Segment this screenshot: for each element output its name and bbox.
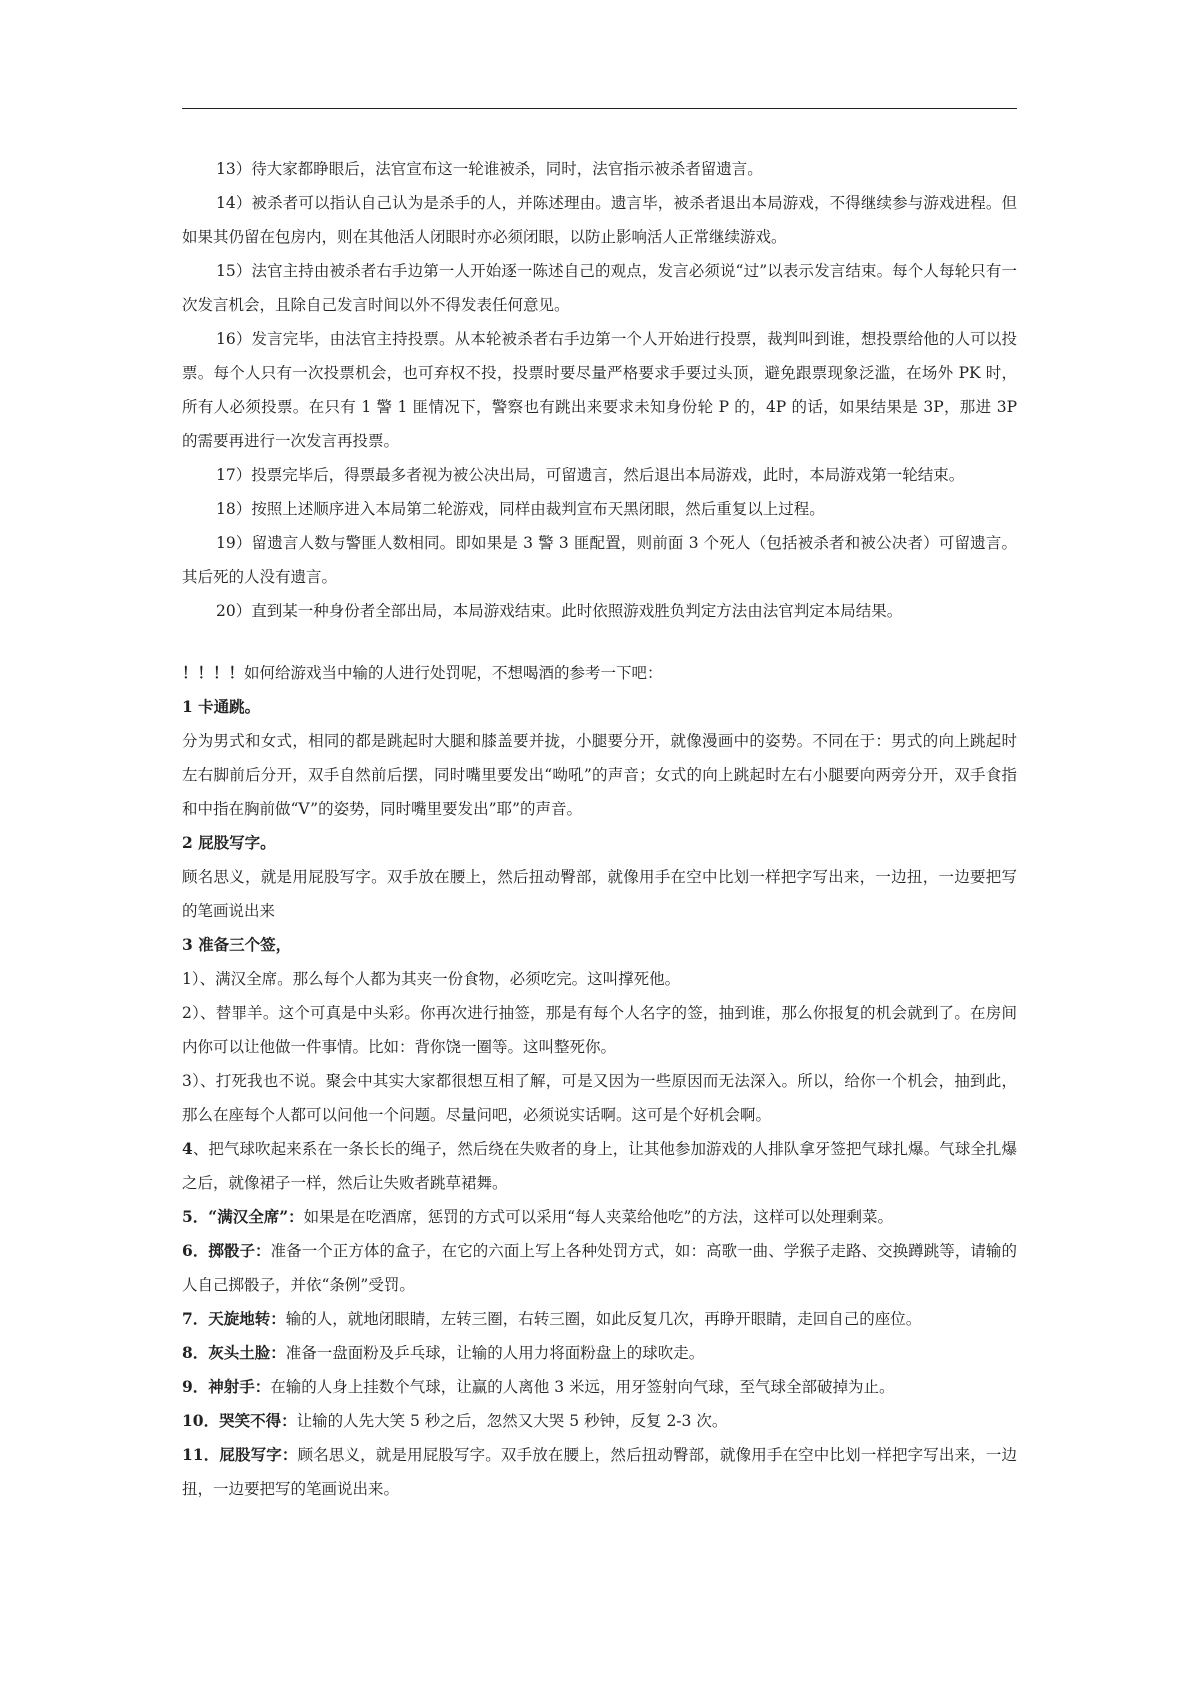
section-gap — [182, 628, 1017, 656]
penalty-5 — [182, 1200, 1017, 1234]
penalty-2-title: 2 屁股写字。 — [182, 833, 276, 852]
penalty-3-option-1: 1）、满汉全席。那么每个人都为其夹一份食物，必须吃完。这叫撑死他。 — [182, 970, 681, 988]
penalty-8-title: 8．灰头土脸： — [182, 1343, 286, 1362]
rule-14: 14）被杀者可以指认自己认为是杀手的人，并陈述理由。遗言毕，被杀者退出本局游戏，不得继续参与游戏进程。但如果其仍留在包房内，则在其他活人闭眼时亦必须闭眼，以防止影响活人正常继续游戏。 — [182, 194, 1017, 246]
header-rule — [182, 108, 1017, 109]
penalty-10 — [182, 1404, 1017, 1438]
penalty-5-body: 如果是在吃酒席，惩罚的方式可以采用“每人夹菜给他吃”的方法，这样可以处理剩菜。 — [303, 1208, 893, 1226]
penalty-9-body: 在输的人身上挂数个气球，让赢的人离他 3 米远，用牙签射向气球，至气球全部破掉为止。 — [270, 1378, 895, 1396]
rule-15: 15）法官主持由被杀者右手边第一人开始逐一陈述自己的观点，发言必须说“过”以表示发言结束。每个人每轮只有一次发言机会，且除自己发言时间以外不得发表任何意见。 — [182, 262, 1017, 314]
penalty-4 — [182, 1132, 1017, 1200]
rule-13: 13）待大家都睁眼后，法官宣布这一轮谁被杀，同时，法官指示被杀者留遗言。 — [216, 160, 763, 178]
penalty-8-body: 准备一盘面粉及乒乓球，让输的人用力将面粉盘上的球吹走。 — [285, 1344, 705, 1362]
penalty-7-body: 输的人，就地闭眼睛，左转三圈，右转三圈，如此反复几次，再睁开眼睛，走回自己的座位。 — [285, 1310, 922, 1328]
penalty-4-body: 、把气球吹起来系在一条长长的绳子，然后绕在失败者的身上，让其他参加游戏的人排队拿牙签把气球扎爆。气球全扎爆之后，就像裙子一样，然后让失败者跳草裙舞。 — [182, 1140, 1017, 1192]
penalty-11-title: 11．屁股写字： — [182, 1445, 298, 1464]
penalty-11 — [182, 1438, 1017, 1506]
penalty-5-title: 5．“满汉全席”： — [182, 1207, 304, 1226]
rule-17: 17）投票完毕后，得票最多者视为被公决出局，可留遗言，然后退出本局游戏，此时，本局游戏第一轮结束。 — [216, 466, 965, 484]
penalty-7 — [182, 1302, 1017, 1336]
rule-19: 19）留遗言人数与警匪人数相同。即如果是 3 警 3 匪配置，则前面 3 个死人（包括被杀者和被公决者）可留遗言。其后死的人没有遗言。 — [182, 534, 1017, 586]
penalty-3-title: 3 准备三个签， — [182, 935, 292, 954]
rule-16: 16）发言完毕，由法官主持投票。从本轮被杀者右手边第一个人开始进行投票，裁判叫到谁，想投票给他的人可以投票。每个人只有一次投票机会，也可弃权不投，投票时要尽量严格要求手要过头顶，避免跟票现象泛滥，在场外 PK 时，所有人必须投票。在只有 1 警 1 匪情况下，警察也有跳出来要求未知身份轮 P 的，4P 的话，如果结果是 3P，那进 3P 的需要再进行一次发言再投票。 — [182, 330, 1017, 450]
penalty-intro — [182, 656, 1017, 690]
penalty-intro-marks: ！！！！ — [182, 663, 245, 682]
penalty-9 — [182, 1370, 1017, 1404]
penalty-6-body: 准备一个正方体的盒子，在它的六面上写上各种处罚方式，如：高歌一曲、学猴子走路、交换蹲跳等，请输的人自己掷骰子，并依“条例”受罚。 — [182, 1242, 1017, 1294]
penalty-3-option-3: 3）、打死我也不说。聚会中其实大家都很想互相了解，可是又因为一些原因而无法深入。所以，给你一个机会，抽到此，那么在座每个人都可以问他一个问题。尽量问吧，必须说实话啊。这可是个好机会啊。 — [182, 1072, 1017, 1124]
penalty-1-body: 分为男式和女式，相同的都是跳起时大腿和膝盖要并拢，小腿要分开，就像漫画中的姿势。不同在于：男式的向上跳起时左右脚前后分开，双手自然前后摆，同时嘴里要发出“呦吼”的声音；女式的向上跳起时左右小腿要向两旁分开，双手食指和中指在胸前做“V”的姿势，同时嘴里要发出”耶”的声音。 — [182, 732, 1017, 818]
rule-20: 20）直到某一种身份者全部出局，本局游戏结束。此时依照游戏胜负判定方法由法官判定本局结果。 — [216, 602, 903, 620]
penalty-1-title: 1 卡通跳。 — [182, 697, 261, 716]
penalty-7-title: 7．天旋地转： — [182, 1309, 286, 1328]
penalty-2-body: 顾名思义，就是用屁股写字。双手放在腰上，然后扭动臀部，就像用手在空中比划一样把字写出来，一边扭，一边要把写的笔画说出来 — [182, 868, 1017, 920]
penalty-9-title: 9．神射手： — [182, 1377, 271, 1396]
penalty-10-title: 10．哭笑不得： — [182, 1411, 297, 1430]
penalty-10-body: 让输的人先大笑 5 秒之后，忽然又大哭 5 秒钟，反复 2-3 次。 — [296, 1412, 728, 1430]
penalty-intro-text: 如何给游戏当中输的人进行处罚呢，不想喝酒的参考一下吧： — [244, 664, 663, 682]
penalty-11-body: 顾名思义，就是用屁股写字。双手放在腰上，然后扭动臀部，就像用手在空中比划一样把字写出来，一边扭，一边要把写的笔画说出来。 — [182, 1446, 1017, 1498]
document-body — [182, 152, 1017, 1506]
rule-18: 18）按照上述顺序进入本局第二轮游戏，同样由裁判宣布天黑闭眼，然后重复以上过程。 — [216, 500, 825, 518]
penalty-4-number: 4 — [182, 1139, 193, 1158]
penalty-8 — [182, 1336, 1017, 1370]
penalty-6-title: 6．掷骰子： — [182, 1241, 271, 1260]
penalty-3-option-2: 2）、替罪羊。这个可真是中头彩。你再次进行抽签，那是有每个人名字的签，抽到谁，那么你报复的机会就到了。在房间内你可以让他做一件事情。比如：背你饶一圈等。这叫整死你。 — [182, 1004, 1017, 1056]
penalty-6 — [182, 1234, 1017, 1302]
